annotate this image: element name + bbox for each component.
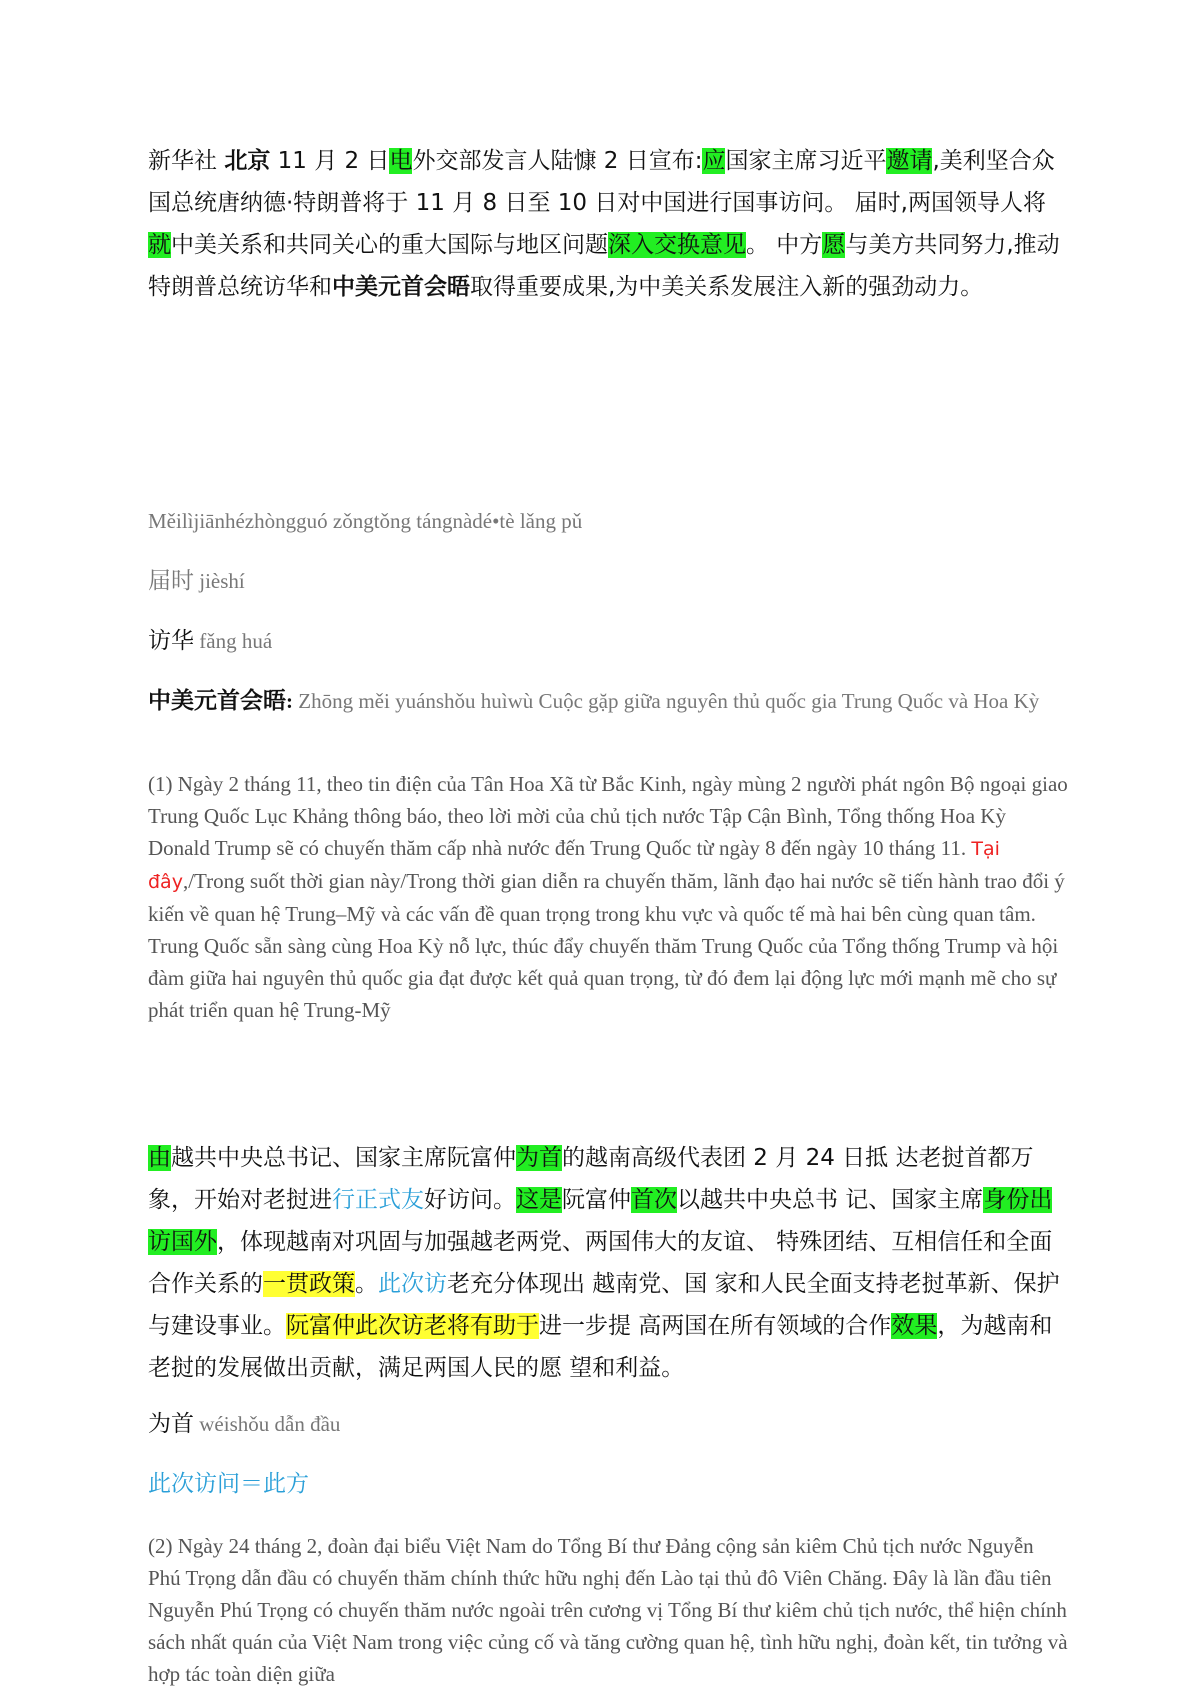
- chinese-paragraph-2: [148, 1137, 1068, 1389]
- chinese-paragraph-1: [148, 140, 1068, 308]
- text-run: 越共中央总书记、国家主席阮富仲: [171, 1145, 516, 1171]
- vocab-word: 届时: [148, 568, 194, 594]
- vocab-pinyin: jièshí: [194, 569, 245, 593]
- text-run: 新华社: [148, 148, 225, 174]
- vocab-word: 访华: [148, 628, 194, 654]
- vocab-text: Zhōng měi yuánshǒu huìwù Cuộc gặp giữa nguyên thủ quốc gia Trung Quốc và Hoa Kỳ: [293, 689, 1040, 713]
- translation-paragraph-2: (2) Ngày 24 tháng 2, đoàn đại biểu Việt Nam do Tổng Bí thư Đảng cộng sản kiêm Chủ tịch nước Nguyễn Phú Trọng dẫn đầu có chuyến thăm chính thức hữu nghị đến Lào tại thủ đô Viên Chăng. Đây là lần đầu tiên Nguyễn Phú Trọng có chuyến thăm nước ngoài trên cương vị Tổng Bí thư kiêm chủ tịch nước, thể hiện chính sách nhất quán của Việt Nam trong việc củng cố và tăng cường quan hệ, tình hữu nghị, đoàn kết, tin tưởng và hợp tác toàn diện giữa: [148, 1534, 1068, 1686]
- highlight-green: 应: [702, 148, 726, 174]
- document-page: [148, 140, 1068, 1686]
- text-run: 中美关系和共同关心的重大国际与地区问题: [171, 232, 608, 258]
- text-run: ，体现越南对巩固与加强越老两党、两国伟大的友谊、 特殊团结、互相信任和全面合作关系的: [148, 1229, 1053, 1297]
- text-run: 取得重要成果,为中美关系发展注入新的强劲动力。: [470, 274, 984, 300]
- vocab-word: 中美元首会晤: [148, 688, 286, 714]
- text-run: (1) Ngày 2 tháng 11, theo tin điện của Tân Hoa Xã từ Bắc Kinh, ngày mùng 2 người phát ngôn Bộ ngoại giao Trung Quốc Lục Khảng thông báo, theo lời mời của chủ tịch nước Tập Cận Bình, Tổng thống Hoa Kỳ Donald Trump sẽ có chuyến thăm cấp nhà nước đến Trung Quốc từ ngày 8 đến ngày 10 tháng 11.: [148, 772, 1068, 860]
- text-run: ,美利坚合众国总统唐纳德·特朗普将于 11 月 8 日至 10 日对中国进行国事访问。 届时,两国领导人将: [148, 148, 1055, 216]
- text-run: 。: [355, 1271, 378, 1297]
- text-run: 进一步提 高两国在所有领域的合作: [539, 1313, 892, 1339]
- vocab-line-jieshi: [148, 560, 245, 602]
- bold-text-run: 北京: [224, 148, 271, 174]
- blue-text-run: 此次访: [378, 1271, 447, 1297]
- text-run: 老充分体现出 越南党、国 家和人民全面支持老挝革新、保护与建设事业。: [148, 1271, 1060, 1339]
- vocab-pinyin: fǎng huá: [194, 629, 273, 653]
- text-run: 阮富仲: [562, 1187, 631, 1213]
- highlight-green: 身份出访国外: [148, 1187, 1053, 1255]
- vocab-line-yuanshou: [148, 680, 1068, 722]
- text-run: 。 中方: [746, 232, 823, 258]
- highlight-yellow: 阮富仲此次访老将有助于: [286, 1313, 539, 1339]
- highlight-green: 由: [148, 1145, 171, 1171]
- text-run: ,/Trong suốt thời gian này/Trong thời gian diễn ra chuyến thăm, lãnh đạo hai nước sẽ tiến hành trao đổi ý kiến về quan hệ Trung–Mỹ và các vấn đề quan trọng trong khu vực và quốc tế mà hai bên cùng quan tâm. Trung Quốc sẵn sàng cùng Hoa Kỳ nỗ lực, thúc đẩy chuyến thăm Trung Quốc của Tổng thống Trump và hội đàm giữa hai nguyên thủ quốc gia đạt được kết quả quan trọng, từ đó đem lại động lực mới mạnh mẽ cho sự phát triển quan hệ Trung-Mỹ: [148, 869, 1065, 1022]
- highlight-green: 电: [389, 148, 413, 174]
- text-run: 与美方共同努力,推动特朗普总统访华和: [148, 232, 1060, 300]
- bold-text-run: 中美元首会晤: [332, 274, 470, 300]
- highlight-green: 效果: [891, 1313, 938, 1339]
- text-run: 以越共中央总书 记、国家主席: [677, 1187, 984, 1213]
- blue-text-run: 行正式友: [332, 1187, 424, 1213]
- highlight-green: 就: [148, 232, 171, 258]
- text-run: 外交部发言人陆慷 2 日宣布:: [412, 148, 703, 174]
- highlight-green: 邀请: [886, 148, 933, 174]
- text-run: 的越南高级代表团 2 月 24 日抵 达老挝首都万象，开始对老挝进: [148, 1145, 1034, 1213]
- highlight-green: 首次: [631, 1187, 677, 1213]
- vocab-colon: :: [286, 689, 293, 713]
- highlight-green: 这是: [516, 1187, 562, 1213]
- pinyin-line: Měilìjiānhézhòngguó zǒngtǒng tángnàdé•tè lǎng pǔ: [148, 509, 583, 533]
- text-run: 11 月 2 日: [270, 148, 390, 174]
- text-run: 好访问。: [424, 1187, 516, 1213]
- highlight-green: 为首: [516, 1145, 562, 1171]
- text-run: 国家主席习近平: [725, 148, 887, 174]
- vocab-line-cici: 此次访问＝此方: [148, 1471, 309, 1497]
- highlight-green: 愿: [822, 232, 846, 258]
- vocab-pinyin: wéishǒu dẫn đầu: [194, 1412, 341, 1436]
- text-run: ，为越南和老挝的发展做出贡献，满足两国人民的愿 望和利益。: [148, 1313, 1053, 1381]
- highlight-yellow: 一贯政策: [263, 1271, 355, 1297]
- red-text-run: Tại đây: [148, 838, 1000, 893]
- vocab-line-weishou: [148, 1403, 340, 1445]
- highlight-green: 深入交换意见: [608, 232, 746, 258]
- vocab-word: 为首: [148, 1411, 194, 1437]
- translation-paragraph-1: [148, 768, 1068, 1026]
- vocab-line-fanghua: [148, 620, 272, 662]
